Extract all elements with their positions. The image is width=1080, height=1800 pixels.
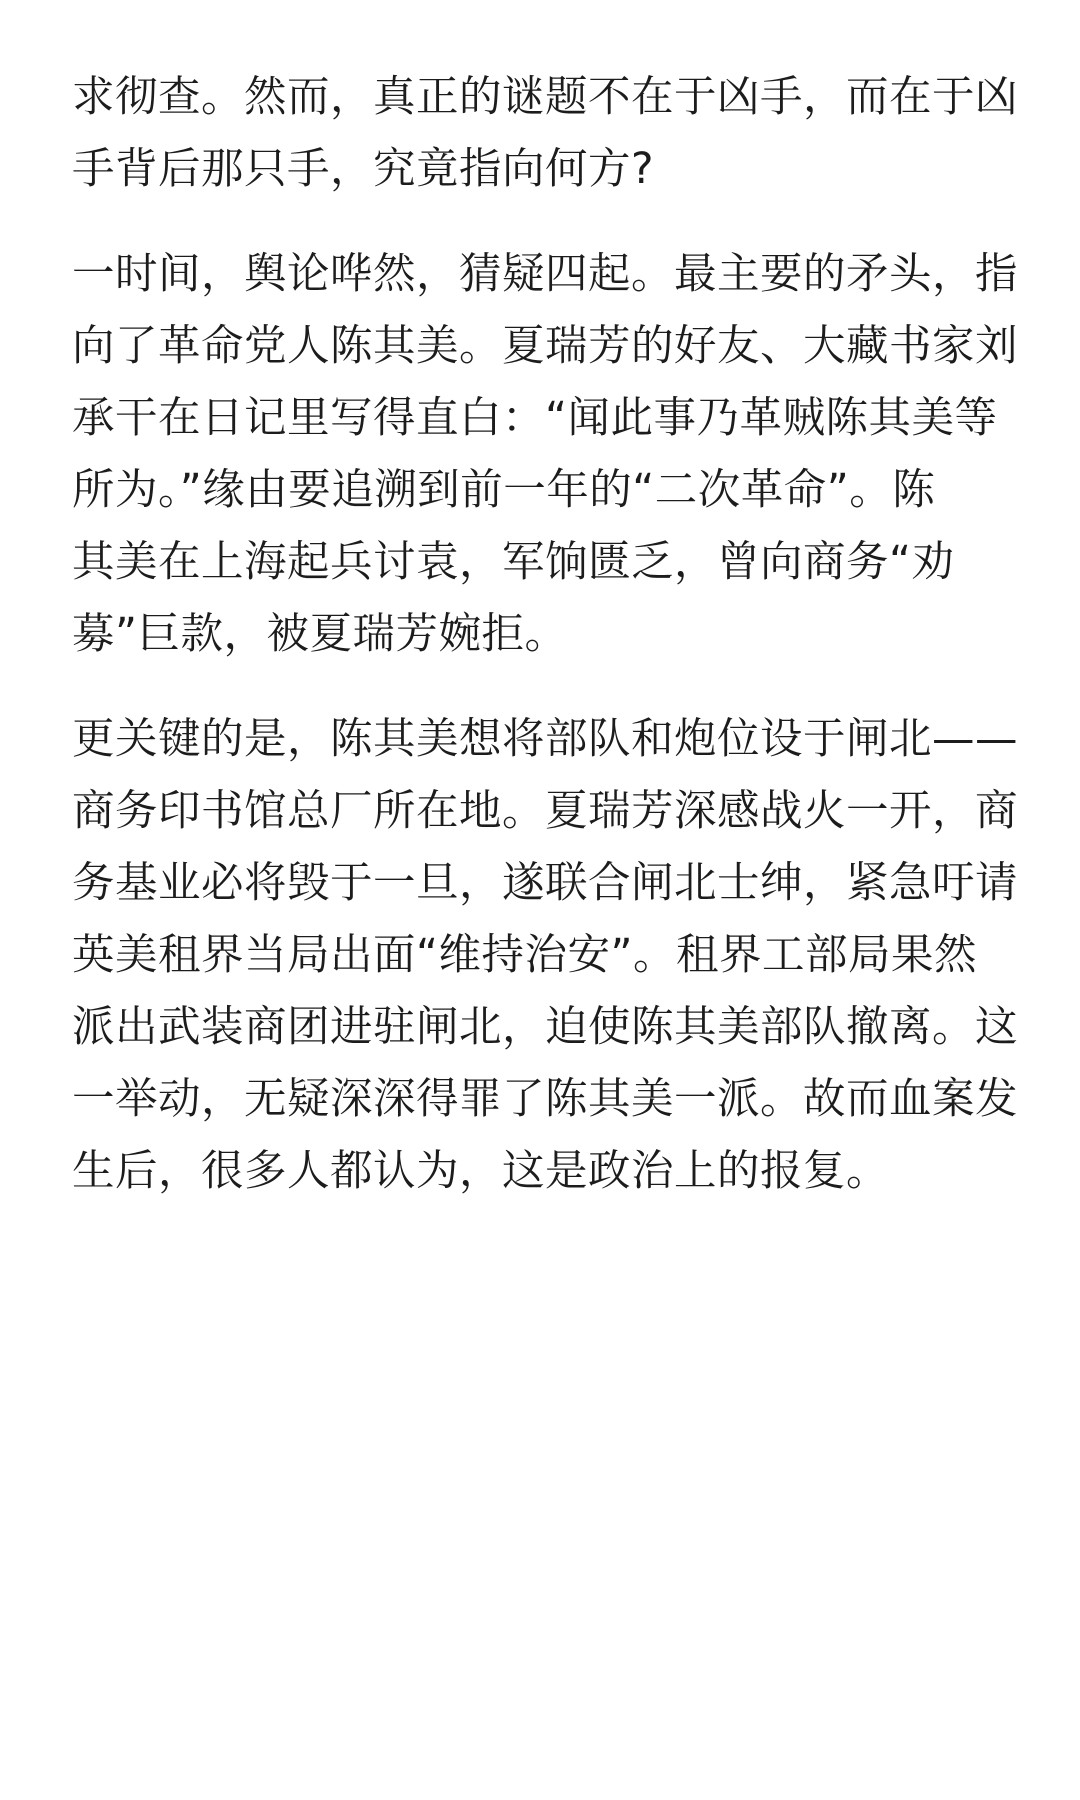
paragraph-line: 派出武装商团进驻闸北，迫使陈其美部队撤离。这 (72, 1003, 1019, 1052)
paragraph-line: 生后，很多人都认为，这是政治上的报复。 (72, 1147, 890, 1196)
paragraph-line: 一时间，舆论哗然，猜疑四起。最主要的矛头，指 (72, 250, 1019, 299)
article-body (72, 62, 1019, 1241)
paragraph-line: 承干在日记里写得直白：“闻此事乃革贼陈其美等 (72, 394, 998, 443)
paragraph-line: 募”巨款，被夏瑞芳婉拒。 (72, 610, 568, 659)
paragraph-line: 务基业必将毁于一旦，遂联合闸北士绅，紧急吁请 (72, 859, 1019, 908)
paragraph-line: 向了革命党人陈其美。夏瑞芳的好友、大藏书家刘 (72, 322, 1019, 371)
paragraph-line: 求彻查。然而，真正的谜题不在于凶手，而在于凶 (72, 73, 1019, 122)
paragraph-1 (72, 62, 1019, 206)
paragraph-line: 所为。”缘由要追溯到前一年的“二次革命”。陈 (72, 466, 936, 515)
paragraph-line: 英美租界当局出面“维持治安”。租界工部局果然 (72, 931, 978, 980)
paragraph-line: 一举动，无疑深深得罪了陈其美一派。故而血案发 (72, 1075, 1019, 1124)
paragraph-line: 手背后那只手，究竟指向何方? (72, 145, 655, 194)
paragraph-line: 更关键的是，陈其美想将部队和炮位设于闸北—— (72, 715, 1019, 764)
paragraph-2 (72, 239, 1019, 671)
paragraph-3 (72, 704, 1019, 1208)
paragraph-line: 商务印书馆总厂所在地。夏瑞芳深感战火一开，商 (72, 787, 1019, 836)
paragraph-line: 其美在上海起兵讨袁，军饷匮乏，曾向商务“劝 (72, 538, 955, 587)
